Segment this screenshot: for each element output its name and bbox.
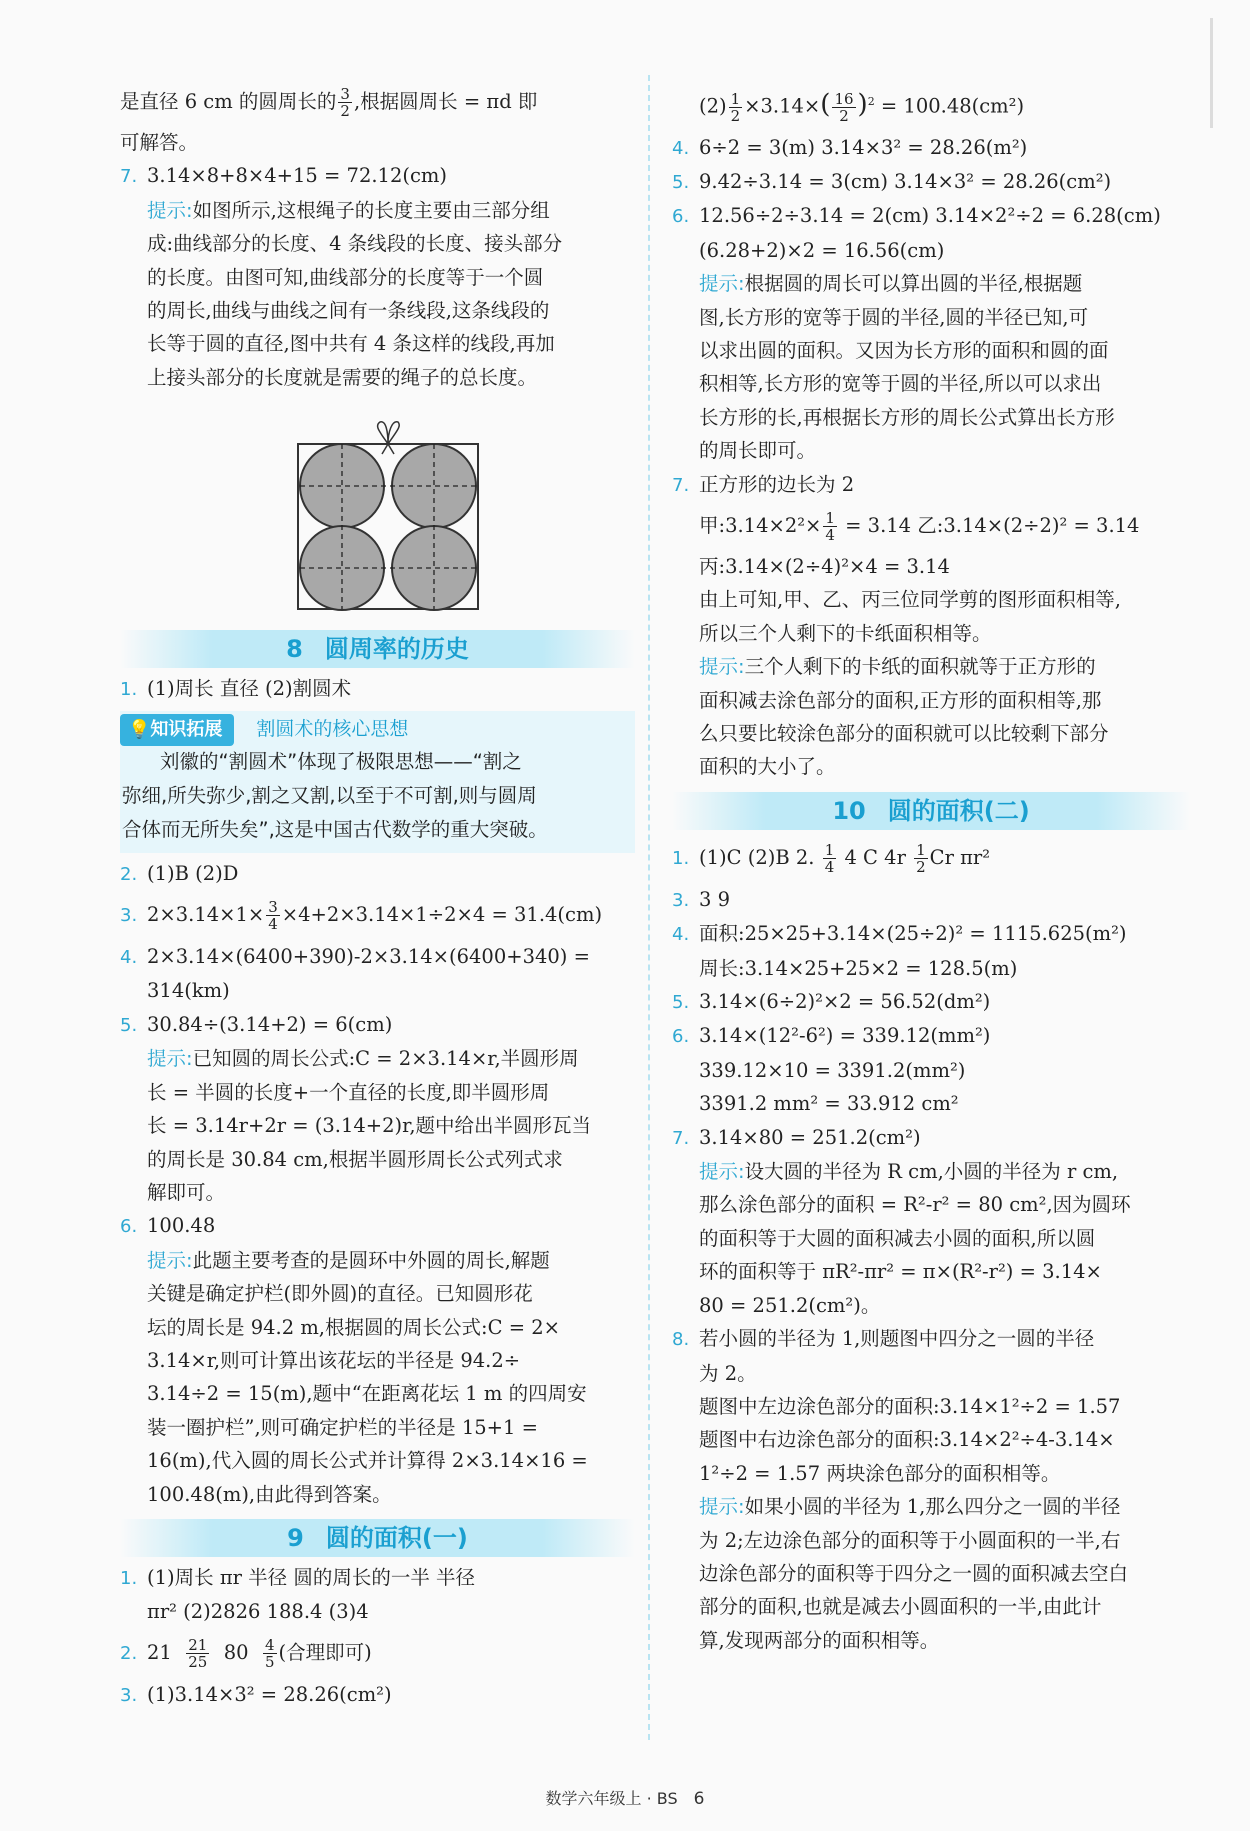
hint-line: 长方形的长,再根据长方形的周长公式算出长方形 xyxy=(699,405,1115,429)
page-number: 6 xyxy=(693,1789,705,1809)
section-8-heading: 8 圆周率的历史 xyxy=(120,630,635,668)
knowledge-title: 割圆术的核心思想 xyxy=(256,717,409,740)
answer-line: 是直径 6 cm 的圆周长的 $\frac{3}{2}$ ,根据圆周长 = πd 即 xyxy=(120,85,538,120)
hint-line: 图,长方形的宽等于圆的半径,圆的半径已知,可 xyxy=(699,305,1089,329)
answer-line: 丙:3.14×(2÷4)²×4 = 3.14 xyxy=(699,554,950,578)
column-divider xyxy=(648,75,650,1740)
hint-line: 以求出圆的面积。又因为长方形的面积和圆的面 xyxy=(699,338,1109,362)
hint-line: 长等于圆的直径,图中共有 4 条这样的线段,再加 xyxy=(147,332,555,356)
hint-line: 环的面积等于 πR²-πr² = π×(R²-r²) = 3.14× xyxy=(699,1260,1102,1284)
question-5: 5. 3.14×(6÷2)²×2 = 56.52(dm²) xyxy=(672,990,991,1014)
hint-line: 关键是确定护栏(即外圆)的直径。已知圆形花 xyxy=(147,1282,533,1306)
hint-line: 提示:如图所示,这根绳子的长度主要由三部分组 xyxy=(147,198,550,222)
four-circles-rope-figure xyxy=(288,404,488,614)
hint-line: 3.14÷2 = 15(m),题中“在距离花坛 1 m 的四周安 xyxy=(147,1382,587,1406)
question-4: 4. 6÷2 = 3(m) 3.14×3² = 28.26(m²) xyxy=(672,135,1028,159)
hint-line: 80 = 251.2(cm²)。 xyxy=(699,1293,881,1317)
hint-line: 装一圈护栏”,则可确定护栏的半径是 15+1 = xyxy=(147,1415,538,1439)
question-6: 6. 100.48 xyxy=(120,1214,216,1238)
hint-line: 积相等,长方形的宽等于圆的半径,所以可以求出 xyxy=(699,372,1102,396)
hint-line: 长 = 3.14r+2r = (3.14+2)r,题中给出半圆形瓦当 xyxy=(147,1114,592,1138)
question-7: 7. 正方形的边长为 2 xyxy=(672,472,855,496)
knowledge-badge: 💡知识拓展 xyxy=(120,714,234,746)
section-9-heading: 9 圆的面积(一) xyxy=(120,1519,635,1557)
question-3: 3. 2×3.14×1× $\frac{3}{4}$ ×4+2×3.14×1÷2×4 = 31.4(cm) xyxy=(120,898,603,934)
question-7: 7. 3.14×8+8×4+15 = 72.12(cm) xyxy=(120,164,447,188)
question-2: 2. (1)B (2)D xyxy=(120,861,239,885)
question-1-2: 1. (1)C (2)B 2. $\frac{1}{4}$ 4 C 4r $\frac{1}{2}$ Cr πr² xyxy=(672,840,991,876)
question-1: 1. (1)周长 πr 半径 圆的周长的一半 半径 xyxy=(120,1565,476,1589)
hint-line: 解即可。 xyxy=(147,1180,226,1204)
question-3: 3. 3 9 xyxy=(672,887,731,911)
hint-line: 么只要比较涂色部分的面积就可以比较剩下部分 xyxy=(699,722,1109,745)
answer-line: πr² (2)2826 188.4 (3)4 xyxy=(147,1600,369,1624)
answer-line: 314(km) xyxy=(147,979,230,1003)
hint-line: 提示:设大圆的半径为 R cm,小圆的半径为 r cm, xyxy=(699,1160,1119,1184)
hint-line: 100.48(m),由此得到答案。 xyxy=(147,1482,392,1506)
hint-line: 成:曲线部分的长度、4 条线段的长度、接头部分 xyxy=(147,232,563,256)
knowledge-text: 合体而无所失矣”,这是中国古代数学的重大突破。 xyxy=(122,817,548,841)
question-8: 8. 若小圆的半径为 1,则题图中四分之一圆的半径 xyxy=(672,1327,1095,1351)
question-6: 6. 12.56÷2÷3.14 = 2(cm) 3.14×2²÷2 = 6.28(cm) xyxy=(672,204,1161,228)
hint-line: 提示:此题主要考查的是圆环中外圆的周长,解题 xyxy=(147,1248,550,1272)
hint-line: 长 = 半圆的长度+一个直径的长度,即半圆形周 xyxy=(147,1080,550,1104)
hint-line: 那么涂色部分的面积 = R²-r² = 80 cm²,因为圆环 xyxy=(699,1193,1131,1217)
hint-line: 提示:已知圆的周长公式:C = 2×3.14×r,半圆形周 xyxy=(147,1047,579,1071)
hint-line: 的周长,曲线与曲线之间有一条线段,这条线段的 xyxy=(147,299,550,323)
answer-line: (6.28+2)×2 = 16.56(cm) xyxy=(699,238,945,262)
answer-line: (2) $\frac{1}{2}$ ×3.14×( $\frac{16}{2}$ )$^2$ = 100.48(cm²) xyxy=(699,89,1025,125)
question-5: 5. 30.84÷(3.14+2) = 6(cm) xyxy=(120,1012,393,1036)
fraction: $\frac{3}{2}$ xyxy=(340,85,350,120)
right-column xyxy=(672,78,1190,1657)
answer-line: 为 2。 xyxy=(699,1361,757,1385)
answer-line: 所以三个人剩下的卡纸面积相等。 xyxy=(699,621,992,645)
answer-line: 可解答。 xyxy=(120,131,199,154)
question-3: 3. (1)3.14×3² = 28.26(cm²) xyxy=(120,1682,392,1706)
answer-line: 题图中右边涂色部分的面积:3.14×2²÷4-3.14× xyxy=(699,1428,1115,1452)
question-5: 5. 9.42÷3.14 = 3(cm) 3.14×3² = 28.26(cm²) xyxy=(672,169,1112,193)
hint-line: 上接头部分的长度就是需要的绳子的总长度。 xyxy=(147,365,538,389)
answer-line: 周长:3.14×25+25×2 = 128.5(m) xyxy=(699,956,1018,980)
knowledge-extension-box xyxy=(120,711,635,853)
hint-line: 坛的周长是 94.2 m,根据圆的周长公式:C = 2× xyxy=(147,1315,560,1339)
hint-line: 提示:如果小圆的半径为 1,那么四分之一圆的半径 xyxy=(699,1495,1121,1519)
answer-line: 339.12×10 = 3391.2(mm²) xyxy=(699,1058,966,1082)
hint-line: 提示:三个人剩下的卡纸的面积就等于正方形的 xyxy=(699,655,1096,679)
answer-line: 题图中左边涂色部分的面积:3.14×1²÷2 = 1.57 xyxy=(699,1394,1121,1418)
hint-line: 的周长即可。 xyxy=(699,439,817,463)
answer-line: 3391.2 mm² = 33.912 cm² xyxy=(699,1092,959,1116)
hint-line: 算,发现两部分的面积相等。 xyxy=(699,1628,940,1652)
left-column xyxy=(120,78,635,1712)
page-footer: 数学六年级上 · BS 6 xyxy=(545,1789,705,1809)
hint-line: 面积的大小了。 xyxy=(699,755,836,779)
question-4: 4. 2×3.14×(6400+390)-2×3.14×(6400+340) = xyxy=(120,945,590,969)
knowledge-text: 刘徽的“割圆术”体现了极限思想——“割之 xyxy=(160,749,522,773)
answer-line: 由上可知,甲、乙、丙三位同学剪的图形面积相等, xyxy=(699,588,1121,612)
hint-line: 为 2;左边涂色部分的面积等于小圆面积的一半,右 xyxy=(699,1528,1121,1552)
hint-line: 提示:根据圆的周长可以算出圆的半径,根据题 xyxy=(699,272,1083,296)
hint-line: 部分的面积,也就是减去小圆面积的一半,由此计 xyxy=(699,1595,1102,1619)
question-6: 6. 3.14×(12²-6²) = 339.12(mm²) xyxy=(672,1024,991,1048)
answer-line: 1²÷2 = 1.57 两块涂色部分的面积相等。 xyxy=(699,1461,1061,1485)
question-7: 7. 3.14×80 = 251.2(cm²) xyxy=(672,1125,921,1149)
hint-line: 面积减去涂色部分的面积,正方形的面积相等,那 xyxy=(699,688,1102,712)
hint-line: 16(m),代入圆的周长公式并计算得 2×3.14×16 = xyxy=(147,1449,588,1473)
section-10-heading: 10 圆的面积(二) xyxy=(672,792,1190,830)
question-2: 2. 21 $\frac{21}{25}$ 80 $\frac{4}{5}$ (合理即可) xyxy=(120,1635,372,1671)
scan-edge xyxy=(1210,18,1213,128)
hint-line: 边涂色部分的面积等于四分之一圆的面积减去空白 xyxy=(699,1561,1129,1585)
lightbulb-icon: 💡 xyxy=(128,718,151,740)
answer-line: 甲:3.14×2²× $\frac{1}{4}$ = 3.14 乙:3.14×(2÷2)² = 3.14 xyxy=(699,508,1140,544)
hint-line: 的长度。由图可知,曲线部分的长度等于一个圆 xyxy=(147,265,544,289)
hint-line: 的周长是 30.84 cm,根据半圆形周长公式列式求 xyxy=(147,1147,563,1171)
knowledge-text: 弥细,所失弥少,割之又割,以至于不可割,则与圆周 xyxy=(122,783,537,807)
hint-line: 3.14×r,则可计算出该花坛的半径是 94.2÷ xyxy=(147,1348,521,1372)
question-1: 1. (1)周长 直径 (2)割圆术 xyxy=(120,677,352,701)
question-4: 4. 面积:25×25+3.14×(25÷2)² = 1115.625(m²) xyxy=(672,922,1127,946)
hint-line: 的面积等于大圆的面积减去小圆的面积,所以圆 xyxy=(699,1226,1096,1250)
